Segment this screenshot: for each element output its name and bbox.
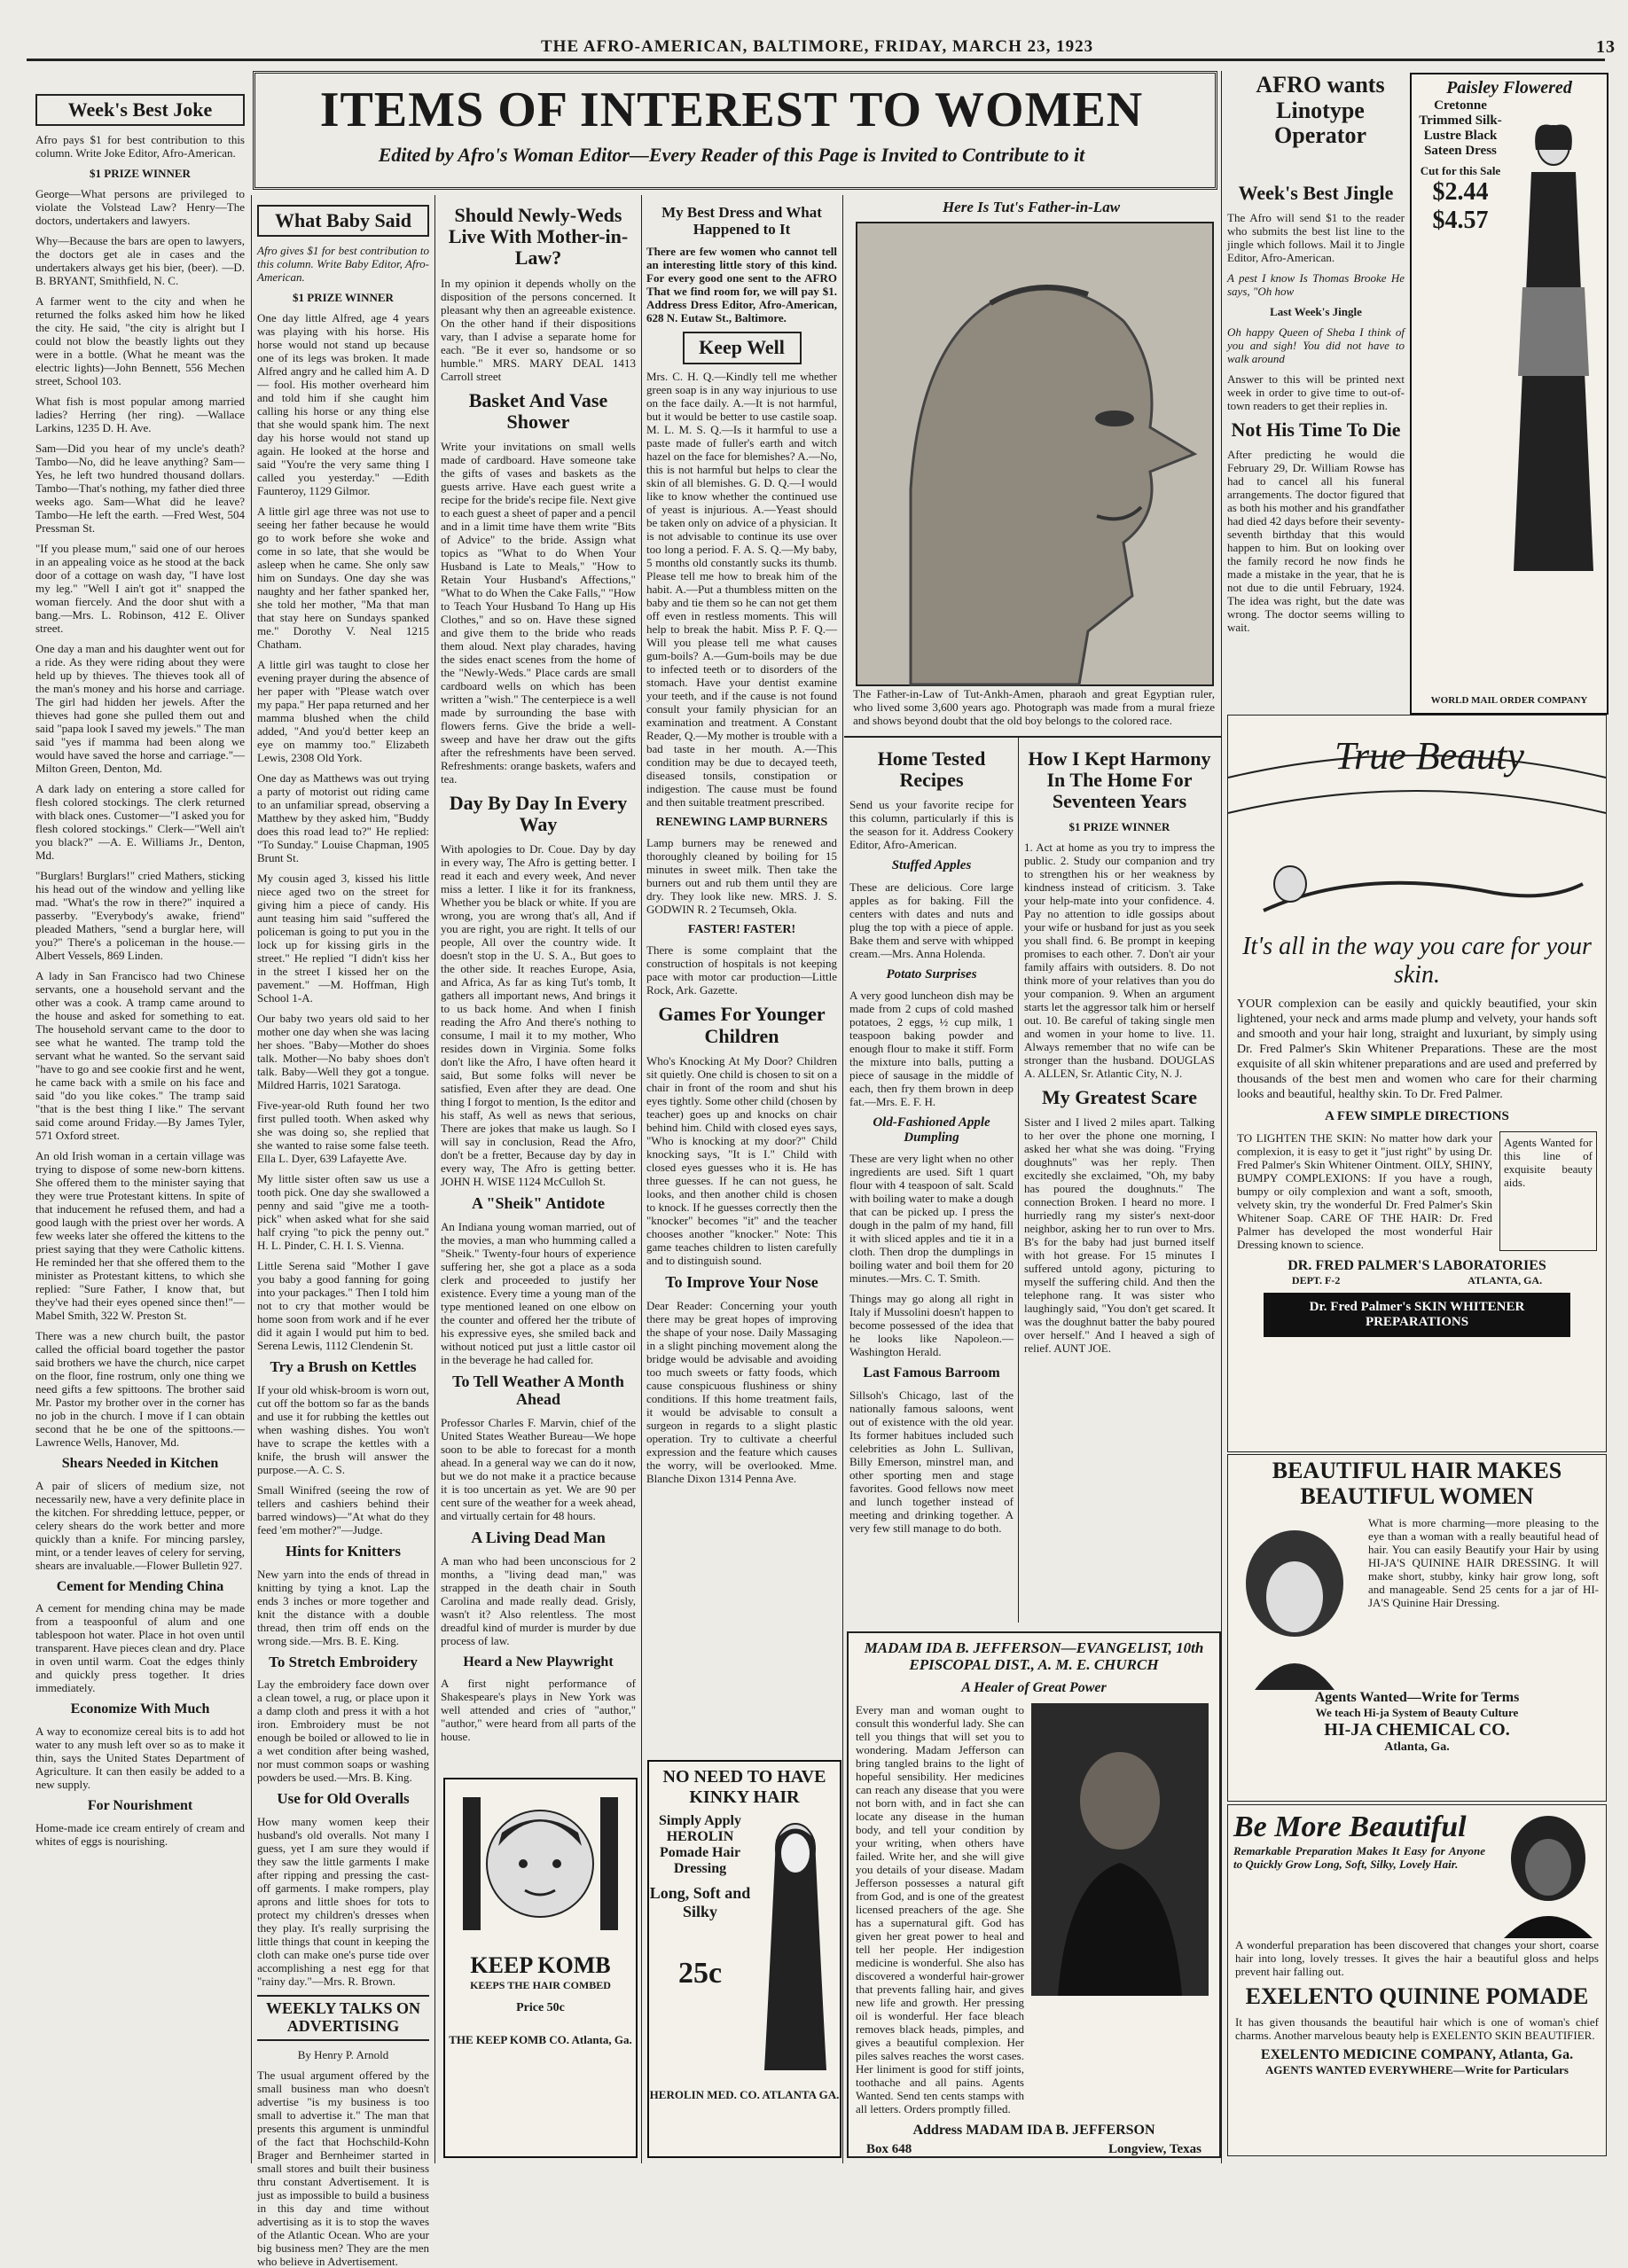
joke: One day a man and his daughter went out for a ride. As they were riding about they were held up by thieves. The thieves took all of the man's money and his horse and carriage. The girl had hidden her jewels. After the thieves had gone she pulled them out and said "papa look I saved my jewels." The man said "yes if mamma had been along we would have saved the horse and carriage."—Milton Green, Denton, Md.	[35, 642, 245, 776]
reclining-woman-icon	[1228, 831, 1606, 928]
article-text: Sillsoh's Chicago, last of the nationally famous saloons, went out of existence with the old year. Its former habitues included such celebrities as John L. Sullivan, Billy Emerson, minstrel man, and other sporting men and stage favorites. Good fellows now meet and lunch together instead of meeting and drinking together. A very few still manage to do both.	[849, 1388, 1014, 1535]
article-text: New yarn into the ends of thread in knitting by tying a knot. Lap the ends 3 inches or more together and knit the distance with a double thread, then trim off ends on the wrong side.—Mrs. B. E. King.	[257, 1567, 429, 1647]
article-text: After predicting he would die February 29, Dr. William Rowse has had to cancel all his funeral arrangements. The doctor figured that as both his mother and his grandfather had died 42 days before their seventy-seventh birthday that this would happen to him. But on looking over the family record he now finds he made a mistake in the year, that he is not due to die until February, 1924. The idea was right, but the date was wrong. The doctor seems willing to wait.	[1227, 448, 1405, 635]
woman-hair-icon	[751, 1813, 835, 2079]
ad-subhead: A Healer of Great Power	[961, 1680, 1107, 1696]
recipe-title: Old-Fashioned Apple Dumpling	[873, 1115, 990, 1145]
ad-headline: Be More Beautiful	[1233, 1810, 1467, 1843]
masthead-text: THE AFRO-AMERICAN, BALTIMORE, FRIDAY, MARCH 23, 1923	[541, 37, 1094, 56]
article-text: Things may go along all right in Italy if Mussolini doesn't happen to become possessed of the idea that he looks like Napoleon.—Washington Herald.	[849, 1292, 1014, 1359]
ad-headline: MADAM IDA B. JEFFERSON—EVANGELIST, 10th EPISCOPAL DIST., A. M. E. CHURCH	[864, 1639, 1204, 1673]
subsection-title: Last Week's Jingle	[1270, 305, 1362, 319]
joke: "Burglars! Burglars!" cried Mathers, sticking his head out of the window and yelling like mad. "What's the row in there?" inquired a passerby. "Everybody's awake, friend" pleaded Mathers, "send a burglar here, will you?" There's a policeman in the house.—Albert Vessels, 869 Linden.	[35, 869, 245, 963]
article-text: Sister and I lived 2 miles apart. Talking to her over the phone one morning, I asked her what she was doing. "Frying doughnuts" was her reply. Then excitedly she exclaimed, "Oh, my baby has poured the doughnuts." The connection Broken. I heard no more. I hurriedly rang my sister's next-door neighbor, asking her to run over to Mrs. B's for the baby had just burned itself with hot grease. For 15 minutes I suffered untold agony, picturing to myself the suffering child. And then the telephone rang. It was sister who laughingly said, "You don't get scared. It was the doughnut batter the baby poured over herself." And I heaved a sigh of relief. AUNT JOE.	[1024, 1114, 1215, 1355]
woman-portrait-icon	[1491, 1805, 1606, 1938]
section-title: Cement for Mending China	[56, 1578, 224, 1594]
ad-company: HI-JA CHEMICAL CO.	[1324, 1720, 1510, 1740]
article-text: There are few women who cannot tell an interesting little story of this kind. For every good one sent to the AFRO That we find room for, we will pay $1. Address Dress Editor, Afro-American, 628 N. Eutaw St., Baltimore.	[646, 245, 837, 325]
joke: A lady in San Francisco had two Chinese servants, one a household servant and the other was a cook. A tramp came around to the house and asked for something to eat. The household servant came to the door to see what he wanted. The tramp told the servant what he wanted. So the servant said "have to go and see cookie first and he went, he came back with a smile on his face and said "do you like cokes." The tramp said "that is the best thing I like." The servant said come around Friday.—By James Tyler, 571 Oxford street.	[35, 969, 245, 1143]
ad-headline: BEAUTIFUL HAIR MAKES BEAUTIFUL WOMEN	[1272, 1458, 1562, 1509]
story: One day as Matthews was out trying a party of motorist out riding came to an unfamiliar spread, observing a Matthew by they asked him, "Buddy does this road lead to?" He replied: "To Sunday." Louise Chapman, 1905 Brunt St.	[257, 771, 429, 865]
section-title: Home Tested Recipes	[877, 747, 986, 792]
byline: By Henry P. Arnold	[297, 2047, 389, 2061]
section-title: Week's Best Joke	[35, 94, 245, 126]
prize-label: $1 PRIZE WINNER	[90, 167, 191, 181]
joke: "If you please mum," said one of our heroes in an appealing voice as he stood at the back door of a cottage on wash day, "I have lost my leg." "Well I ain't got it" snapped the woman fiercely. And the door shut with a bang.—Mrs. L. Robinson, 412 E. Oliver street.	[35, 542, 245, 636]
intro: Afro pays $1 for best contribution to this column. Write Joke Editor, Afro-American.	[35, 133, 245, 160]
ad-agents: AGENTS WANTED EVERYWHERE—Write for Particulars	[1265, 2063, 1569, 2076]
section-title: WEEKLY TALKS ON ADVERTISING	[257, 1995, 429, 2041]
photo-caption: The Father-in-Law of Tut-Ankh-Amen, pharaoh and great Egyptian ruler, who lived some 3,600 years ago. Photograph was made from a mural frieze and shows beyond doubt that the old boy belongs to the colored race.	[853, 687, 1215, 727]
page-number: 13	[1596, 37, 1616, 57]
article-text: How many women keep their husband's old overalls. Not many I guess, yet I am sure they would if they saw the little garments I make after ripping and pressing the cast-off garments. I make rompers, play aprons and little shoes for tots to protect my children's dresses when they play. It's really surprising the little things that count in keeping the cloth can make one's purse tide over accomplishing a nest egg for that "rainy day."—Mrs. R. Brown.	[257, 1814, 429, 1988]
section-title: FASTER! FASTER!	[687, 922, 796, 936]
ad-price: 25c	[677, 1957, 723, 1990]
ad-company: WORLD MAIL ORDER COMPANY	[1430, 695, 1588, 706]
recipe-title: Stuffed Apples	[891, 858, 972, 873]
ad-subhead: Cretonne Trimmed Silk-Lustre Black Sateen Dress	[1419, 98, 1502, 158]
intro: The Afro will send $1 to the reader who submits the best list line to the jingle which follows. Mail it to Jingle Editor, Afro-American.	[1227, 211, 1405, 265]
ad-city: Atlanta, Ga.	[1384, 1740, 1450, 1755]
ad-text: TO LIGHTEN THE SKIN: No matter how dark your complexion, it is easy to get it "just right" by using Dr. Fred Palmer's Skin Whitener Ointment. OILY, SHINY, BUMPY COMPLEXIONS: If you have a rough, bumpy or oily complexion and want a soft, smooth, velvety skin, try the wonderful Dr. Fred Palmer's Skin Whitener Soap. CARE OF THE HAIR: Dr. Fred Palmer has developed the most wonderful Hair Dressing known to science.	[1237, 1130, 1492, 1251]
ad-text: YOUR complexion can be easily and quickly beautified, your skin lightened, your neck and arms made plump and velvety, your hands soft and smooth and your hair long, straight and luxuriant, by simply using Dr. Fred Palmer's Skin Whitener Preparations. These are the most exquisite of all skin whitener preparations and are used and preferred by thousands of the best men and women who care for their charming looks and beautiful, healthy skin. To Dr. Fred Palmer.	[1237, 997, 1597, 1101]
evangelist-ad	[847, 1631, 1221, 2158]
article-text: Answer to this will be printed next week in order to give time to out-of-town readers to get their replies in.	[1227, 372, 1405, 413]
article-text: 1. Act at home as you try to impress the public. 2. Study our companion and try to strengthen his or her weakness by kindness instead of criticism. 3. Take your help-mate into your confidence. 4. Pay no attention to idle gossips about your wife or husband for just as you seek you shall find. 6. Be prompt in keeping promises to each other. 7. Don't air your family affairs with outsiders. 8. Do not think more of your relatives than you do your companion. 9. When an argument starts let the aggressor talk him or herself out. 10. Be careful of taking single men and women in your home to live. 11. Always remember that no wife can be stronger than the husband. DOUGLAS A. ALLEN, Sr. Atlantic City, N. J.	[1024, 840, 1215, 1080]
column-recipes	[849, 743, 1014, 1630]
section-rule	[844, 736, 1221, 738]
ad-company: THE KEEP KOMB CO. Atlanta, Ga.	[449, 2033, 632, 2046]
man-portrait-icon	[445, 1779, 636, 1948]
herolin-ad	[647, 1760, 841, 2158]
palmer-ad	[1227, 715, 1607, 1452]
story: One day little Alfred, age 4 years was playing with his horse. His horse would not stand up because one of its legs was broken. It made Alfred angry and he called him A. D— fool. His mother overheard him and told him if she caught him calling his horse or any thing else that she would spank him. The next day his horse would not stand up again. He looked at the horse and said "You're the very same thing I called you yesterday." —Edith Faunteroy, 1129 Gilmor.	[257, 311, 429, 498]
section-title: Hints for Knitters	[285, 1542, 401, 1560]
section-title: Day By Day In Every Way	[449, 791, 628, 836]
ad-city: ATLANTA, GA.	[1468, 1273, 1543, 1287]
tut-photo	[856, 222, 1214, 686]
joke: What fish is most popular among married ladies? Herring (her ring). —Wallace Larkins, 1235 D. H. Ave.	[35, 395, 245, 435]
ad-script-subtitle: It's all in the way you care for your skin.	[1242, 933, 1592, 989]
story: Five-year-old Ruth found her two first pulled tooth. When asked why she was doing so, she replied that she wanted to raise some false teeth. Ella L. Dyer, 639 Lafayette Ave.	[257, 1099, 429, 1166]
column-4	[646, 199, 837, 1760]
story: My little sister often saw us use a tooth pick. One day she swallowed a penny and said "give me a tooth-pick" when asked what for she said half crying "to pick the penny out." H. L. Pinder, C. H. I. S. Vienna.	[257, 1172, 429, 1253]
column-rule	[251, 195, 252, 2163]
column-rule	[1221, 71, 1222, 2163]
ad-company: DR. FRED PALMER'S LABORATORIES	[1288, 1257, 1546, 1273]
joke: A dark lady on entering a store called for flesh colored stockings. The clerk returned with black ones. Customer—"I asked you for flesh colored stockings." Clerk—"Well ain't you black?" —A. E. Williams Jr., Denton, Md.	[35, 782, 245, 863]
jingle-verse: Oh happy Queen of Sheba I think of you and sigh! You did not have to walk around	[1227, 325, 1405, 366]
section-title: Use for Old Overalls	[277, 1790, 410, 1808]
recipe-text: These are very light when no other ingredients are used. Sift 1 quart flour with 4 teaspoon of salt. Scald with boiling water to make a dough that can be picked up. I press the dough in the palm of my hand, fill it with sliced apples and tie it in a cloth. Then drop the dumplings in boiling water and boil them for 20 minutes.—Mrs. C. T. Smith.	[849, 1152, 1014, 1286]
intro: Afro gives $1 for best contribution to this column. Write Baby Editor, Afro-American.	[257, 244, 429, 285]
banner-subtitle: Edited by Afro's Woman Editor—Every Reader of this Page is Invited to Contribute to it	[378, 144, 1085, 166]
section-title: Heard a New Playwright	[463, 1654, 614, 1670]
section-title: Last Famous Barroom	[863, 1365, 1000, 1381]
masthead-rule	[27, 59, 1605, 61]
ad-text: What is more charming—more pleasing to the eye than a woman with a really beautiful head of hair. You can easily Beautify your Hair by using HI-JA'S QUININE HAIR DRESSING. It will make short, stubby, kinky hair grow long, soft and manageable. Send 25 cents for a jar of HI-JA'S Quinine Hair Dressing.	[1368, 1516, 1599, 1610]
ad-subhead: KEEPS THE HAIR COMBED	[470, 1979, 611, 1991]
story: A little girl age three was not use to seeing her father because he would go to work before she woke and come in so late, that she would be asleep when he came. She only saw him on Sundays. One day she was naughty and her father spanked her, she told her mother, "Ma that man that stay here on Sundays spanked me." Dorothy V. Neal 1215 Chatham.	[257, 504, 429, 652]
section-title: Try a Brush on Kettles	[270, 1358, 417, 1376]
article-text: A first night performance of Shakespeare's plays in New York was well attended and cries of "author," "author," were heard from all parts of the house.	[441, 1677, 636, 1744]
section-title: Week's Best Jingle	[1238, 182, 1394, 204]
section-title: Keep Well	[683, 332, 802, 364]
photo-title: Here Is Tut's Father-in-Law	[942, 199, 1121, 215]
section-title: Economize With Much	[70, 1701, 210, 1717]
ad-headline: NO NEED TO HAVE KINKY HAIR	[662, 1767, 826, 1807]
ad-company: EXELENTO MEDICINE COMPANY, Atlanta, Ga.	[1260, 2047, 1574, 2062]
ad-company: HEROLIN MED. CO. ATLANTA GA.	[649, 2088, 840, 2101]
story: My cousin aged 3, kissed his little niece aged two on the street for giving him a piece of candy. His aunt teasing him said "suffered the policeman is going to put you in the lock up for kissing girls in the street." He replied "I didn't kiss her in the street I kissed her on the pavement." —M. Hoffman, High School 1-A.	[257, 872, 429, 1005]
article-text: The usual argument offered by the small business man who doesn't advertise "is my business is too small to advertise it." The man that presents this argument is unmindful of the fact that Hochschild-Kohn Brager and Bernheimer started in small stores and built their business thru constant Advertisement. It is just as impossible to build a business in this day and time without advertising as it is to stop the waves of the Atlantic Ocean. Who are your big business men? They are the men who believe in Advertisement.	[257, 2068, 429, 2268]
column-rule	[641, 195, 642, 2163]
column-rule	[434, 195, 435, 2163]
ad-subhead: Simply Apply HEROLIN Pomade Hair Dressing	[659, 1813, 741, 1876]
photo-title-wrap	[849, 199, 1213, 222]
section-title: My Greatest Scare	[1041, 1085, 1198, 1108]
joke: There was a new church built, the pastor called the official board together the pastor said brothers we have the church, nice carpet on the floor, fine rostrum, only one thing we need gifts a few spittoons. The brother said Mr. Pastor my brother over in the corner has no job in the church. I move if I can obtain second that he be one of the spittoons.—Lawrence Wells, Hanover, Md.	[35, 1329, 245, 1450]
recipe-text: These are delicious. Core large apples as for baking. Fill the centers with dates and nuts and plug the top with a piece of apple. Bake them and serve with whipped cream.—Mrs. Anna Holenda.	[849, 880, 1014, 960]
article-text: A man who had been unconscious for 2 months, a "living dead man," was strapped in the death chair in South Carolina and made really dead. Grisly, wasn't it? Also relentless. The most dreadful kind of murder is murder by due process of law.	[441, 1553, 636, 1647]
article-text: Dear Reader: Concerning your youth there may be great hopes of improving the shape of your nose. Daily Massaging in a slight pinching movement along the bridge would be advisable and avoiding too much sweets or fatty foods, which cause conspicuous flushiness or shiny conditions. If this home treatment fails, it would be advisable to consult a surgeon in regards to a slight plastic operation. Try to cultivate a cheerful expression and the feature which causes the worry, will be overlooked. Mme. Blanche Dixon 1314 Penna Ave.	[646, 1298, 837, 1485]
ad-tagline: Long, Soft and Silky	[649, 1884, 751, 1920]
recipe-title: Potato Surprises	[886, 966, 977, 981]
ad-section-title: A FEW SIMPLE DIRECTIONS	[1325, 1109, 1509, 1123]
article-text: Who's Knocking At My Door? Children sit quietly. One child is chosen to sit on a chair in front of the room and shut his eyes tightly. Some other child (chosen by teacher) goes up and knocks on chair behind him. Child with closed eyes says, "Who is knocking at my door?" Child knocking says, "It is I." Child with closed eyes guesses who it is. He has three guesses. If he can not guess, he looks, and then another child is chosen to knock. If he guesses correctly then the "knocker" becomes "it" and the teacher chooses another "knocker." Note: This game teaches children to listen carefully and to distinguish sound.	[646, 1053, 837, 1267]
ad-price: $2.44	[1432, 178, 1489, 206]
banner-title: ITEMS OF INTEREST TO WOMEN	[319, 82, 1144, 137]
section-title: Games For Younger Children	[658, 1003, 826, 1047]
product-name: EXELENTO QUININE POMADE	[1245, 1983, 1589, 2009]
ad-city: Longview, Texas	[1108, 2141, 1201, 2156]
section-title: For Nourishment	[87, 1797, 193, 1813]
ad-text: Every man and woman ought to consult this wonderful lady. She can tell you things that will set you to wondering. Madam Jefferson can bring tangled brains to the light of hopeful sensibility. Her medicines can reach any disease that you were not born with, and in fact she can locate any disease in the human body, and tell your condition by your writing, when others have failed. Write her, and she will give you details of your disease. Madam Jefferson possesses a natural gift from God, and is one of the greatest licensed preachers of the age. She has a supernatural gift. God has given her great power to heal and tell her people. Her indigestion medicine is wonderful. She also has discovered a wonderful hair-grower that prevents falling hair, and gives new life and growth. Her pressing oil is wonderful. Her face bleach removes black heads, pimples, and gives a beautiful complexion. Her piles salves reaches the worst cases. Her liniment is good for stiff joints, toothache and all pains. Agents Wanted. Send ten cents stamps with all letters. Orders promptly filled.	[856, 1702, 1024, 2115]
section-title: Should Newly-Weds Live With Mother-in-Law?	[448, 204, 629, 270]
article-text: A way to economize cereal bits is to add hot water to any mush left over so as to make it thin, says the United States Department of Agriculture. It can then easily be added to a new supply.	[35, 1724, 245, 1791]
column-rule	[1018, 736, 1019, 1623]
poem: With apologies to Dr. Coue. Day by day in every way, The Afro is getting better. I read it each and every week, And never miss a letter. I like it for its frankness, Whether you be black or white. If you are wrong, you are wrong that's all, And if you are right, you are right. It tells of our people, All over the country wide. It doesn't stop in the U. S. A., But goes to the other side. It reaches Europe, Asia, and Africa, As far as king Tut's tomb, It gathers all important news, And brings it to us back home. And when I finish reading the Afro And there's nothing to consume, I mail it to my mother, Who resides down in Virginia. Some folks don't like the Afro, I have often heard it said, But some folks will never be satisfied, Even after they are dead. One thing I forgot to mention, Is the editor and his staff, As well as news that serious, There are jokes that make us laugh. So I will say in conclusion, Read the Afro, don't be a fretter, Because day by day in every way, The Afro is getting better. JOHN H. WISE 1124 McCulloh St.	[441, 842, 636, 1189]
section-title: Basket And Vase Shower	[468, 388, 608, 433]
ad-subhead: Remarkable Preparation Makes It Easy for Anyone to Quickly Grow Long, Soft, Silky, Lovely Hair.	[1233, 1844, 1485, 1871]
ad-box: Box 648	[866, 2141, 912, 2156]
joke: George—What persons are privileged to violate the Volstead Law? Henry—The doctors, undertakers and lawyers.	[35, 187, 245, 228]
joke: Why—Because the bars are open to lawyers, the doctors get ale in cases and the undertakers always get his bier, (beer). —D. B. BRYANT, Smithfield, N. C.	[35, 234, 245, 288]
section-title: What Baby Said	[257, 205, 429, 237]
ad-note: Cut for this Sale	[1420, 164, 1501, 177]
prize-label: $1 PRIZE WINNER	[1068, 819, 1170, 833]
article-text: Professor Charles F. Marvin, chief of the United States Weather Bureau—We hope soon to be able to forecast for a month ahead. In a general way we can do it now, but we do not make it a practice because it is too uncertain as yet. We are 90 per cent sure of the weather for a week ahead, and virtually certain for 48 hours.	[441, 1415, 636, 1522]
article-text: An Indiana young woman married, out of the movies, a man who humming called a "Sheik." Twenty-four hours of experience suffering her, she got a place as a soda clerk and proceeded to justify her existence. Every time a young man of the type mentioned leaned on one elbow on the counter and offered her the tribute of his expressive eyes, she smiled back and without noticed put just a little castor oil in the beverage he had called for.	[441, 1220, 636, 1367]
article-text: A cement for mending china may be made from a teaspoonful of alum and one tablespoon hot water. Place in hot oven until transparent. Have pieces clean and dry. Place in oven until warm. Coat the edges thinly and quickly press together. It dries immediately.	[35, 1601, 245, 1695]
story: Little Serena said "Mother I gave you baby a good fanning for going into your packages." Then I told him not to cry that mother would be home soon from work and if he ever did it again I would put him to bed. Serena Lewis, 1112 Clendenin St.	[257, 1259, 429, 1353]
column-rule	[842, 195, 843, 2163]
masthead	[0, 37, 1628, 57]
joke: A farmer went to the city and when he returned the folks asked him how he liked the city. He said, "the city is alright but I could not blow the beastly lights out they were in a bottle. (What he meant was the electric lights)—John Bennett, 556 Mechen street, School 103.	[35, 294, 245, 388]
intro: Send us your favorite recipe for this column, particularly if this is the season for it. Address Cookery Editor, Afro-American.	[849, 798, 1014, 852]
ad-text: It has given thousands the beautiful hair which is one of woman's chief charms. Another marvelous beauty help is EXELENTO SKIN BEAUTIFIER.	[1235, 2015, 1599, 2042]
column-harmony	[1024, 743, 1215, 1630]
linotype-ad: AFRO wants Linotype Operator	[1256, 72, 1385, 149]
ad-text: A wonderful preparation has been discovered that changes your short, coarse hair into long, lovely tresses. It gives the hair a beautiful gloss and helps prevent hair falling out.	[1235, 1938, 1599, 1978]
story: A little girl was taught to close her evening prayer during the absence of her paper with "Please watch over my papa." Her papa returned and her mamma blushed when the child added, "And you'd better keep an eye on mammy too." Elizabeth Lewis, 2308 Old York.	[257, 658, 429, 765]
section-title: Not His Time To Die	[1231, 418, 1401, 442]
egyptian-profile-icon	[857, 223, 1212, 684]
keep-komb-ad	[443, 1778, 638, 2158]
evangelist-portrait-icon	[1031, 1703, 1209, 1996]
section-title: Shears Needed in Kitchen	[61, 1456, 219, 1472]
article-text: If your old whisk-broom is worn out, cut off the bottom so far as the bands and use it for rubbing the kettles out when washing dishes. You won't have to scrape the kettles with a knife, the brush will answer the purpose.—A. C. S.	[257, 1382, 429, 1476]
article-text: In my opinion it depends wholly on the disposition of the persons concerned. It pleasant why then an agreeable existence. On the other hand if their dispositions vary, than I advise a separate home for each. "Be it ever so, handsome or so humble." MRS. MARY DEAL 1413 Carroll street	[441, 276, 636, 383]
article-text: A pair of slicers of medium size, not necessarily new, have a very definite place in the kitchen. For shredding lettuce, pepper, or celery shears do the work better and more quickly than a knife. For mincing parsley, mint, or a tender leaves of celery for serving, shears are invaluable.—Flower Bulletin 927.	[35, 1478, 245, 1572]
ad-teach: We teach Hi-ja System of Beauty Culture	[1315, 1706, 1519, 1720]
section-title: To Tell Weather A Month Ahead	[452, 1373, 624, 1408]
column-baby	[257, 199, 429, 2268]
section-title: RENEWING LAMP BURNERS	[655, 815, 828, 829]
column-jingle	[1227, 177, 1405, 709]
ad-dept: DEPT. F-2	[1291, 1273, 1341, 1287]
exelento-ad	[1227, 1804, 1607, 2156]
linotype-wrap	[1227, 73, 1413, 170]
jingle-verse: A pest I know Is Thomas Brooke He says, "Oh how	[1227, 271, 1405, 299]
ad-address: Address MADAM IDA B. JEFFERSON	[912, 2122, 1155, 2138]
ad-price-2: $4.57	[1432, 207, 1489, 234]
article-text: Mrs. C. H. Q.—Kindly tell me whether green soap is in any way injurious to use on the face daily. A.—It is not harmful, but it would be better to use castile soap. M. L. M. S. Q.—Is it harmful to use a paste made of fuller's earth and witch hazel on the face for blemishes? A.—No, this is not harmful but helps to clear the skin of all blemishes. G. D. Q.—I would like to know whether the continued use of yeast is injurious. A.—Yeast should be taken only on advice of a physician. It is not advisable to continue its use over too long a period. F. A. S. Q.—My baby, 5 months old constantly sucks its thumb. Please tell me how to break him of the habit. A.—Put a thumbless mitten on the baby and tie them so he can not get them off even in restless moments. This will help to break the habit. Miss P. F. Q.—Will you please tell me what causes gum-boils? A.—Gum-boils may be due to infected teeth or to disorders of the stomach. Have your dentist examine your teeth, and if the cause is not found consult your family physician for an examination and treatment. A Constant Reader, Q.—My mother is trouble with a bad taste in her mouth. A.—This condition may be due to decayed teeth, diseased tonsils, constipation or indigestion. The cause must be found and then suitable treatment prescribed.	[646, 369, 837, 809]
section-title: A Living Dead Man	[471, 1528, 606, 1546]
joke: Sam—Did you hear of my uncle's death? Tambo—No, did he leave anything? Sam—Yes, he left two hundred thousand dollars. Tambo—That's nothing, my father died three weeks ago. Sam—What did he leave? Tambo—He left the earth. —Fred West, 504 Pressman St.	[35, 442, 245, 536]
woman-portrait-icon	[1228, 1513, 1361, 1690]
story: Our baby two years old said to her mother one day when she was lacing her shoes. "Baby—Mother do shoes talk. Mother—No baby shoes don't talk. Baby—Well they got a tongue. Mildred Harris, 1021 Saratoga.	[257, 1012, 429, 1092]
section-title: How I Kept Harmony In The Home For Seventeen Years	[1028, 747, 1211, 813]
column-jokes	[35, 89, 245, 2163]
section-title: To Stretch Embroidery	[269, 1653, 418, 1670]
product-box: Dr. Fred Palmer's SKIN WHITENER PREPARATIONS	[1264, 1293, 1570, 1337]
ad-headline: KEEP KOMB	[470, 1952, 611, 1978]
dress-ad	[1410, 73, 1608, 715]
ad-agents: Agents Wanted—Write for Terms	[1314, 1690, 1520, 1706]
photo-caption-wrap	[853, 687, 1215, 736]
article-text: Write your invitations on small wells made of cardboard. Have someone take the gifts of vases and baskets as the guests arrive. Have each guest write a recipe for the bride's recipe file. Next give to each guest a sheet of paper and a pencil and in a limit time have them write "Bits of Advice" to the bride. Assign what topics as "What to do When Your Husband is Late to Meals," "How to Retain Your Husband's Affections," "What to do When the Cake Falls," "How to Teach Your Husband To Hang up His Clothes," and so on. Have these signed and give them to the bride who reads them aloud. Next play charades, having the sides enact scenes from the home of the "Newly-Weds." Place cards are small cardboard wells on which has been written a "wish." The centerpiece is a well made by surrounding the base with flowers ferns. Give the bride a well-sweep and have her draw out the gifts after the refreshments have been served. Refreshments: orange baskets, wafers and tea.	[441, 439, 636, 786]
recipe-text: A very good luncheon dish may be made from 2 cups of cold mashed potatoes, 2 eggs, ½ cup milk, 1 teaspoon baking powder and enough flour to make it stiff. Form the mixture into balls, putting a piece of sausage in the middle of each, then fry them brown in deep fat.—Mrs. E. F. H.	[849, 989, 1014, 1109]
agents-box: Agents Wanted for this line of exquisite beauty aids.	[1499, 1131, 1597, 1251]
article-text: Home-made ice cream entirely of cream and whites of eggs is nourishing.	[35, 1820, 245, 1848]
hija-ad	[1227, 1454, 1607, 1802]
prize-label: $1 PRIZE WINNER	[293, 291, 394, 305]
ad-script-title: True Beauty	[1334, 734, 1524, 778]
article-text: There is some complaint that the construction of hospitals is not keeping pace with motor car production—Little Rock, Ark. Gazette.	[646, 943, 837, 997]
section-title: My Best Dress and What Happened to It	[661, 204, 822, 238]
section-title: A "Sheik" Antidote	[471, 1194, 606, 1213]
ad-price: Price 50c	[516, 2001, 565, 2014]
article-text: Lamp burners may be renewed and thoroughly cleaned by boiling for 15 minutes in sweet milk. Then take the burners out and rub them until they are dry. They look like new. MRS. J. S. GODWIN R. 2 Tecumseh, Okla.	[646, 835, 837, 916]
joke: An old Irish woman in a certain village was trying to dispose of some new-born kittens. She offered them to the minister saying that they were true Protestant kittens. In spite of that inducement he refused them, and had a good laugh with the priest over her words. A few weeks later she offered the kittens to the priest saying that they were Catholic kittens. He reminded her that she offered them to the minister as Protestant kittens, to which she replied: "Sure Father, I know that, but they've had their eyes opened since then!"—Mabel Smith, 322 W. Preston St.	[35, 1149, 245, 1323]
dress-figure-icon	[1505, 110, 1602, 642]
article-text: Small Winifred (seeing the row of tellers and cashiers behind their barred windows)—"At what do they feed 'em mother?"—Judge.	[257, 1482, 429, 1537]
article-text: Lay the embroidery face down over a clean towel, a rug, or place upon it a damp cloth and press it with a hot iron. Embroidery must be not enough be boiled or allowed to lie in a wet condition after being washed, nor must common soaps or washing powders be used.—Mrs. B. King.	[257, 1678, 429, 1785]
ad-headline: Paisley Flowered	[1446, 78, 1572, 98]
section-title: To Improve Your Nose	[665, 1272, 818, 1291]
